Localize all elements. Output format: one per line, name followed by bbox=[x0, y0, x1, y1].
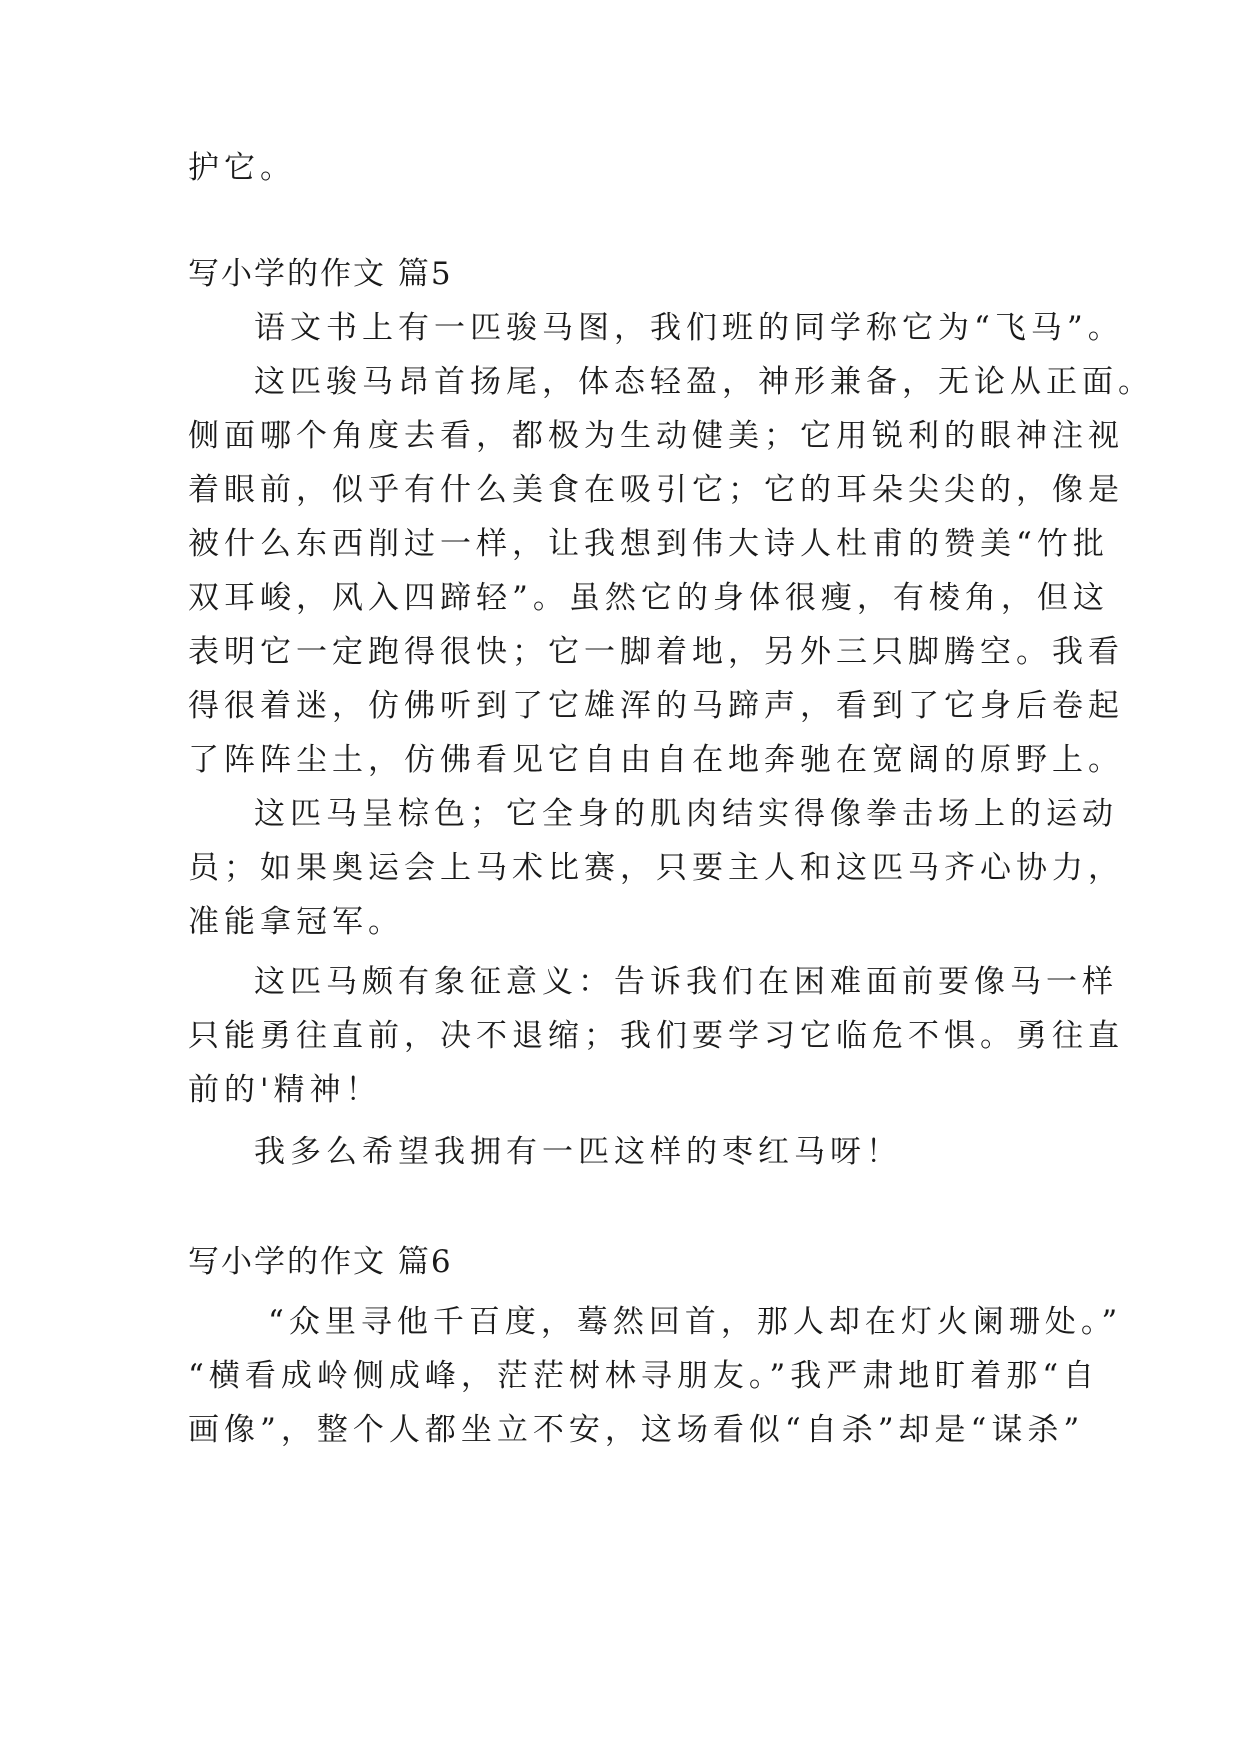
paragraph-line: 着眼前，似乎有什么美食在吸引它；它的耳朵尖尖的，像是 bbox=[188, 472, 1124, 508]
paragraph-line: “众里寻他千百度，蓦然回首，那人却在灯火阑珊处。” bbox=[268, 1304, 1123, 1340]
paragraph-line: 这匹马颇有象征意义：告诉我们在困难面前要像马一样 bbox=[254, 964, 1118, 1000]
paragraph-end-line: 护它。 bbox=[188, 150, 296, 186]
section-heading-5: 写小学的作文 篇5 bbox=[188, 256, 453, 292]
paragraph-line: “横看成岭侧成峰，茫茫树林寻朋友。”我严肃地盯着那“自 bbox=[188, 1358, 1100, 1394]
paragraph-line: 前的'精神！ bbox=[188, 1072, 382, 1108]
paragraph-line: 侧面哪个角度去看，都极为生动健美；它用锐利的眼神注视 bbox=[188, 418, 1124, 454]
paragraph-line: 语文书上有一匹骏马图，我们班的同学称它为“飞马”。 bbox=[254, 310, 1124, 346]
paragraph-line: 我多么希望我拥有一匹这样的枣红马呀！ bbox=[254, 1134, 902, 1170]
section-heading-6: 写小学的作文 篇6 bbox=[188, 1244, 453, 1280]
paragraph-line: 这匹骏马昂首扬尾，体态轻盈，神形兼备，无论从正面。 bbox=[254, 364, 1154, 400]
paragraph-line: 表明它一定跑得很快；它一脚着地，另外三只脚腾空。我看 bbox=[188, 634, 1124, 670]
paragraph-line: 被什么东西削过一样，让我想到伟大诗人杜甫的赞美“竹批 bbox=[188, 526, 1109, 562]
paragraph-line: 得很着迷，仿佛听到了它雄浑的马蹄声，看到了它身后卷起 bbox=[188, 688, 1124, 724]
paragraph-line: 准能拿冠军。 bbox=[188, 904, 404, 940]
paragraph-line: 员；如果奥运会上马术比赛，只要主人和这匹马齐心协力， bbox=[188, 850, 1124, 886]
paragraph-line: 了阵阵尘土，仿佛看见它自由自在地奔驰在宽阔的原野上。 bbox=[188, 742, 1124, 778]
paragraph-line: 只能勇往直前，决不退缩；我们要学习它临危不惧。勇往直 bbox=[188, 1018, 1124, 1054]
paragraph-line: 这匹马呈棕色；它全身的肌肉结实得像拳击场上的运动 bbox=[254, 796, 1118, 832]
paragraph-line: 画像”，整个人都坐立不安，这场看似“自杀”却是“谋杀” bbox=[188, 1412, 1085, 1448]
paragraph-line: 双耳峻，风入四蹄轻”。虽然它的身体很瘦，有棱角，但这 bbox=[188, 580, 1109, 616]
